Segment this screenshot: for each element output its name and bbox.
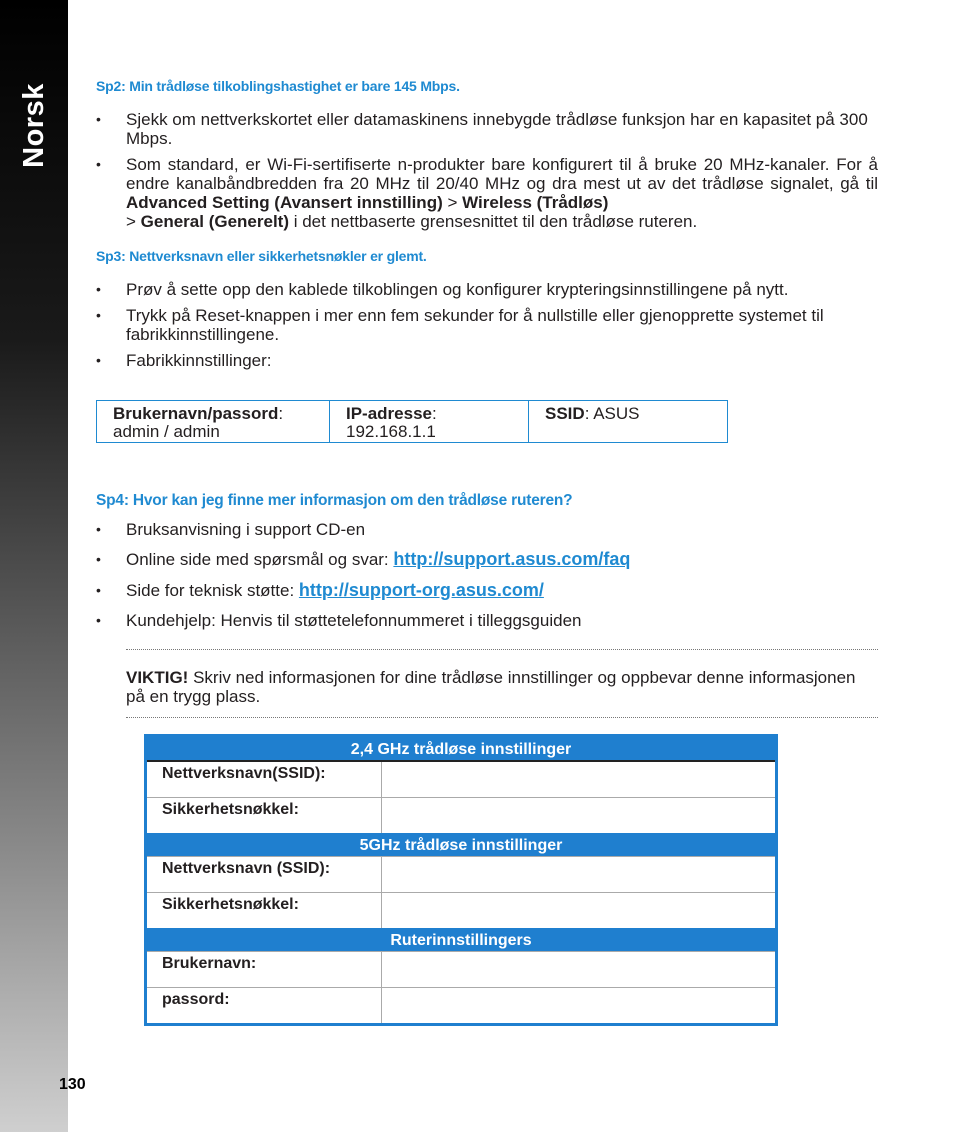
row-value	[382, 952, 775, 987]
list-item: • Online side med spørsmål og svar: http://support.asus.com/faq	[96, 549, 878, 570]
factory-defaults-table	[96, 400, 728, 443]
divider	[126, 649, 878, 650]
row-label: Brukernavn:	[147, 952, 382, 987]
sp2-list	[96, 110, 878, 231]
settings-record-table	[144, 734, 778, 1026]
list-item: • Bruksanvisning i support CD-en	[96, 520, 878, 539]
sidebar-language-label: Norsk	[17, 82, 50, 168]
section-title: 2,4 GHz trådløse innstillinger	[350, 741, 572, 758]
important-note: VIKTIG! Skriv ned informasjonen for dine trådløse innstillinger og oppbevar denne informasjonen på en trygg plass.	[126, 668, 856, 706]
sp2-heading: Sp2: Min trådløse tilkoblingshastighet er bare 145 Mbps.	[96, 78, 460, 94]
sp3-heading: Sp3: Nettverksnavn eller sikkerhetsnøkler er glemt.	[96, 248, 427, 264]
row-value	[382, 762, 775, 797]
table-row	[147, 856, 775, 892]
list-item: • Trykk på Reset-knappen i mer enn fem sekunder for å nullstille eller gjenopprette systemet til fabrikkinnstillingene.	[96, 306, 878, 344]
sp3-list	[96, 280, 878, 370]
list-item: • Fabrikkinnstillinger:	[96, 351, 878, 370]
list-item: • Som standard, er Wi-Fi-sertifiserte n-produkter bare konfigurert til å bruke 20 MHz-kanaler. For å endre kanalbåndbredden fra 20 MHz til 20/40 MHz og dra mest ut av det trådløse signalet, gå til Advanced Setting (Avansert innstilling) > Wireless (Trådløs) > General (Generelt) i det nettbaserte grensesnittet til den trådløse ruteren.	[96, 155, 878, 231]
sidebar	[0, 0, 68, 1132]
table-row	[147, 797, 775, 833]
sp4-list	[96, 520, 878, 640]
list-item: • Sjekk om nettverkskortet eller datamaskinens innebygde trådløse funksjon har en kapasitet på 300 Mbps.	[96, 110, 878, 148]
list-item: • Side for teknisk støtte: http://support-org.asus.com/	[96, 580, 878, 601]
row-label: Nettverksnavn(SSID):	[147, 762, 382, 797]
row-label: Nettverksnavn (SSID):	[147, 857, 382, 892]
row-label: Sikkerhetsnøkkel:	[147, 798, 382, 833]
row-label: Sikkerhetsnøkkel:	[147, 893, 382, 928]
defaults-ssid-cell: SSID: ASUS	[545, 404, 640, 423]
page-number: 130	[59, 1076, 86, 1093]
section-title: 5GHz trådløse innstillinger	[359, 837, 563, 854]
row-label: passord:	[147, 988, 382, 1023]
row-value	[382, 798, 775, 833]
table-row	[147, 760, 775, 797]
section-title: Ruterinnstillingers	[390, 932, 532, 949]
row-value	[382, 857, 775, 892]
table-row	[147, 892, 775, 928]
faq-link[interactable]: http://support.asus.com/faq	[393, 549, 631, 569]
defaults-ip-cell: IP-adresse: 192.168.1.1	[330, 401, 529, 442]
table-row	[147, 987, 775, 1023]
defaults-credentials-cell: Brukernavn/passord: admin / admin	[97, 401, 330, 442]
sp4-heading: Sp4: Hvor kan jeg finne mer informasjon om den trådløse ruteren?	[96, 492, 573, 509]
table-row	[147, 951, 775, 987]
divider	[126, 717, 878, 718]
row-value	[382, 988, 775, 1023]
list-item: • Kundehjelp: Henvis til støttetelefonnummeret i tilleggsguiden	[96, 611, 878, 630]
row-value	[382, 893, 775, 928]
support-link[interactable]: http://support-org.asus.com/	[298, 580, 544, 600]
list-item: • Prøv å sette opp den kablede tilkoblingen og konfigurer krypteringsinnstillingene på nytt.	[96, 280, 878, 299]
